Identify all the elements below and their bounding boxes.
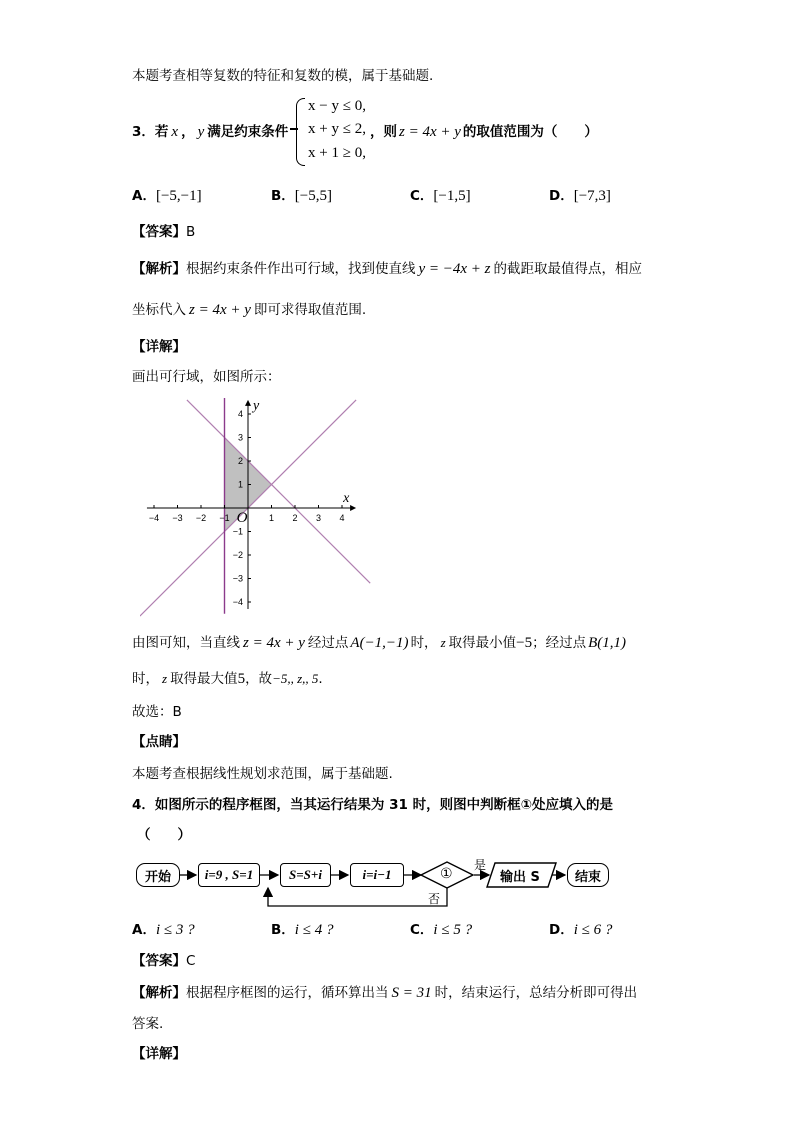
- q4-analysis-c: 答案.: [132, 1016, 164, 1032]
- q4-option-c-label: C．: [410, 922, 434, 938]
- q3-stem-a: 若: [154, 124, 169, 140]
- x-tick-label: −2: [195, 513, 207, 523]
- q3-stem-c: ，则: [370, 124, 397, 140]
- constraint-2: x + y ≤ 2,: [308, 121, 366, 137]
- constraint-brace-tip: [290, 128, 298, 130]
- q3-concl-d: 取得最小值: [448, 635, 517, 651]
- constraint-3: x + 1 ≥ 0,: [308, 145, 366, 161]
- q3-stem-end: [370, 122, 598, 142]
- q3-option-d-label: D．: [549, 188, 574, 204]
- q3-option-c[interactable]: [410, 186, 471, 206]
- flow-init: i=9 , S=1: [198, 863, 260, 887]
- q4-option-b-label: B．: [271, 922, 295, 938]
- q3-tip-tag: 【点睛】: [132, 734, 186, 750]
- q3-detail-intro: 画出可行域，如图所示：: [132, 369, 281, 385]
- q3-tip: 本题考查根据线性规划求范围，属于基础题.: [132, 766, 393, 782]
- q3-option-c-value: [−1,5]: [433, 188, 471, 204]
- x-tick-label: 4: [339, 513, 345, 523]
- q3-concl-e: ；经过点: [532, 635, 587, 651]
- q3-option-b-value: [−5,5]: [294, 188, 332, 204]
- q4-detail-tag: 【详解】: [132, 1046, 186, 1062]
- q3-concl-z1: z: [440, 635, 446, 650]
- q3-concl-min: −5: [516, 635, 533, 651]
- q3-point-a: A(−1,−1): [350, 635, 409, 651]
- q3-var-x: x: [171, 124, 179, 140]
- q4-answer-tag: 【答案】: [132, 953, 186, 969]
- q3-concl-a: 由图可知，当直线: [132, 635, 240, 651]
- q3-option-a-label: A．: [132, 188, 156, 204]
- x-axis-label: x: [343, 491, 350, 506]
- q3-concl-z2: z: [162, 671, 168, 686]
- x-tick-label: 2: [292, 513, 298, 523]
- q3-analysis-c: 坐标代入: [132, 302, 186, 318]
- q3-concl-f: 时，: [132, 671, 159, 687]
- q4-analysis-line1: [132, 983, 637, 1003]
- q3-sep: ，: [181, 124, 195, 140]
- q4-option-d-label: D．: [549, 922, 574, 938]
- x-tick-label: −4: [148, 513, 160, 523]
- q3-option-d-value: [−7,3]: [573, 188, 611, 204]
- flow-decrement: i=i−1: [350, 863, 404, 887]
- q4-analysis-eq: S = 31: [391, 985, 432, 1001]
- q3-choose: 故选：B: [132, 704, 182, 720]
- x-tick-label: −3: [172, 513, 183, 523]
- q3-answer-tag: 【答案】: [132, 224, 186, 240]
- feasible-region-plot: [140, 398, 375, 618]
- q3-concl-max: 5: [237, 671, 246, 687]
- x-axis-arrow: [350, 505, 356, 511]
- y-tick-label: 1: [237, 479, 243, 490]
- q3-analysis-a: 根据约束条件作出可行域，找到使直线: [186, 261, 416, 277]
- flow-yes-label: 是: [474, 858, 487, 872]
- x-tick-label: 3: [315, 513, 322, 523]
- q4-option-a-label: A．: [132, 922, 156, 938]
- y-tick-label: 2: [237, 456, 243, 466]
- q4-analysis-a: 根据程序框图的运行，循环算出当: [186, 985, 389, 1001]
- y-axis-arrow: [245, 400, 251, 406]
- q4-analysis-b: 时，结束运行，总结分析即可得出: [434, 985, 638, 1001]
- y-tick-label: 3: [237, 432, 243, 443]
- flow-start: 开始: [136, 863, 180, 887]
- y-tick-label: −2: [232, 550, 243, 560]
- flow-end: 结束: [567, 863, 609, 887]
- q3-concl-range: −5,, z,, 5: [272, 671, 319, 686]
- q3-conclusion-line1: [132, 633, 626, 653]
- x-tick-label: 1: [268, 513, 275, 523]
- q4-option-a[interactable]: [132, 920, 195, 940]
- q3-concl-obj: z = 4x + y: [243, 635, 305, 651]
- y-axis-label: y: [253, 398, 260, 414]
- q4-option-b-value: i ≤ 4 ?: [294, 922, 334, 938]
- y-tick-label: 4: [237, 409, 243, 419]
- q3-stem-d: 的取值范围为（ ）: [462, 124, 598, 140]
- q3-option-d[interactable]: [549, 186, 611, 206]
- q4-option-a-value: i ≤ 3 ?: [155, 922, 195, 938]
- q3-analysis-b: 的截距取最值得点，相应: [493, 261, 643, 277]
- q3-analysis-line-eq: y = −4x + z: [418, 261, 491, 277]
- q4-option-b[interactable]: [271, 920, 333, 940]
- q3-option-b[interactable]: [271, 186, 332, 206]
- q3-stem-start: [132, 122, 288, 142]
- y-tick-label: −1: [232, 526, 243, 537]
- q3-option-a[interactable]: [132, 186, 202, 206]
- q4-option-c-value: i ≤ 5 ?: [433, 922, 473, 938]
- q3-var-y: y: [197, 124, 205, 140]
- q3-concl-b: 经过点: [307, 635, 349, 651]
- q4-option-c[interactable]: [410, 920, 472, 940]
- q4-option-d[interactable]: [549, 920, 612, 940]
- q3-option-c-label: C．: [410, 188, 434, 204]
- q4-answer: C: [186, 953, 196, 969]
- y-tick-label: −4: [232, 597, 243, 607]
- prev-summary: 本题考查相等复数的特征和复数的模，属于基础题.: [132, 68, 434, 84]
- q3-concl-c: 时，: [410, 635, 438, 651]
- q4-stem-a: 4．如图所示的程序框图，当其运行结果为 31 时，则图中判断框①处应填入的是: [132, 797, 614, 813]
- constraint-1: x − y ≤ 0,: [308, 98, 366, 114]
- q3-concl-h: ，故: [245, 671, 273, 687]
- flow-no-label: 否: [428, 892, 441, 906]
- q3-concl-i: .: [318, 671, 323, 687]
- q3-answer: B: [186, 224, 196, 240]
- q3-analysis-d: 即可求得取值范围.: [253, 302, 367, 318]
- q3-option-a-value: [−5,−1]: [155, 188, 202, 204]
- constraint-brace: [296, 98, 305, 166]
- q3-analysis-line2: [132, 300, 366, 320]
- q4-analysis-tag: 【解析】: [132, 985, 186, 1001]
- q3-detail-tag: 【详解】: [132, 339, 186, 355]
- q3-analysis-obj: z = 4x + y: [189, 302, 251, 318]
- q4-answer-line: [132, 951, 195, 971]
- q3-conclusion-line2: [132, 669, 323, 689]
- q3-answer-line: [132, 222, 195, 242]
- q3-objective: z = 4x + y: [399, 124, 461, 140]
- origin-label: O: [236, 510, 248, 526]
- q4-stem-b: （ ）: [137, 827, 191, 843]
- y-tick-label: −3: [232, 573, 243, 584]
- q4-option-d-value: i ≤ 6 ?: [573, 922, 613, 938]
- x-tick-label: −1: [219, 513, 230, 523]
- q3-analysis-line1: [132, 259, 642, 279]
- q3-concl-g: 取得最大值: [170, 671, 238, 687]
- q3-stem-b: 满足约束条件: [207, 124, 289, 140]
- flow-accumulate: S=S+i: [280, 863, 331, 887]
- flow-condition: ①: [440, 866, 453, 882]
- q3-point-b: B(1,1): [588, 635, 626, 651]
- flow-output: 输出 S: [500, 870, 540, 885]
- q3-number: 3．: [132, 124, 155, 140]
- q3-option-b-label: B．: [271, 188, 295, 204]
- q3-analysis-tag: 【解析】: [132, 261, 186, 277]
